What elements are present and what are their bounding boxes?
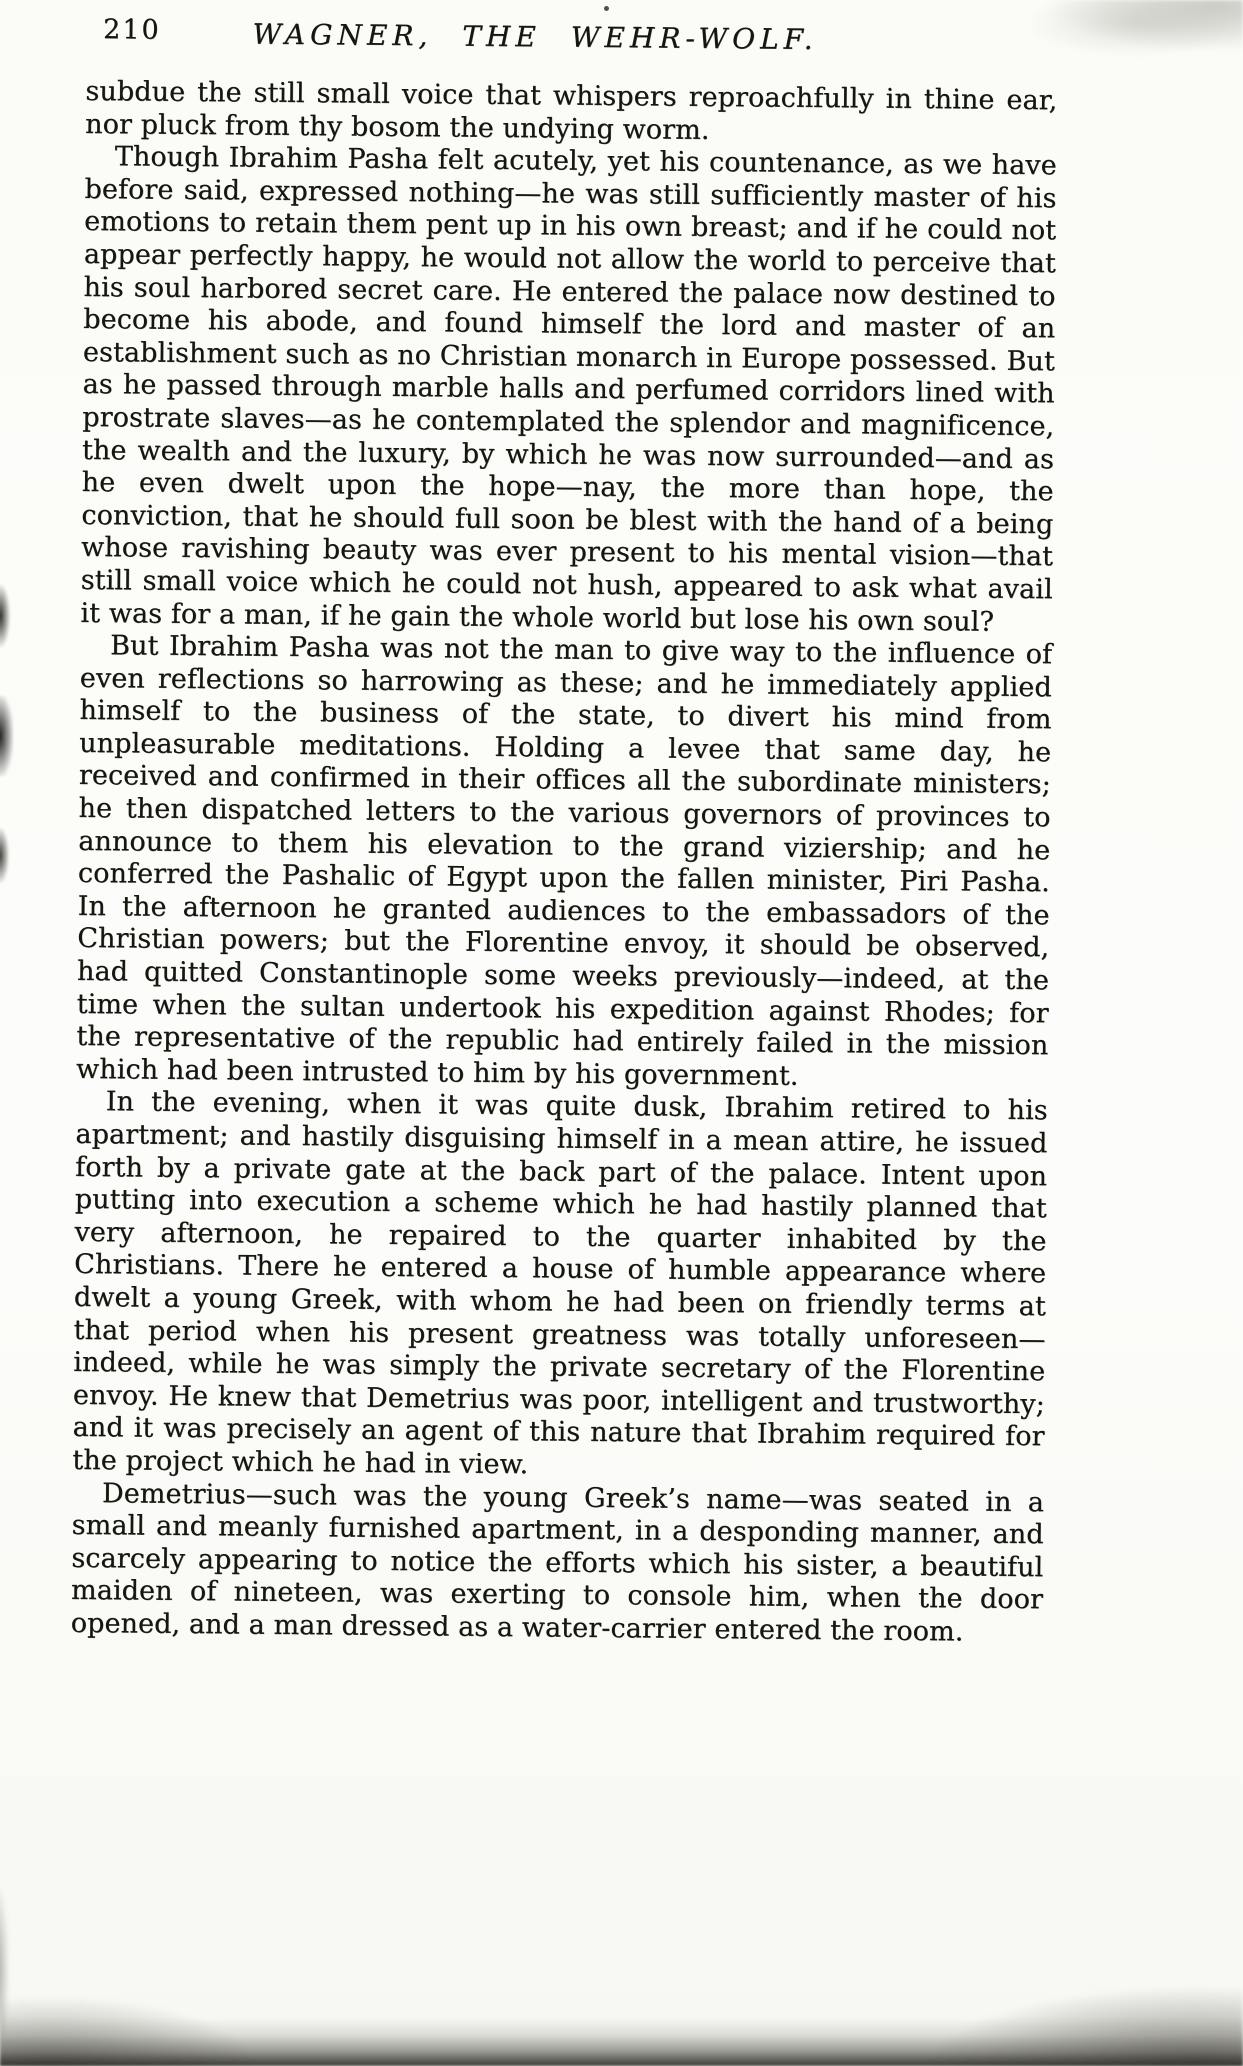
paragraph-demetrius: Demetrius—such was the young Greek’s name—was seated in a small and meanly furnished apartment, in a desponding manner, and scarcely appearing to notice the efforts which his sister, a beautiful maiden of nineteen, was exerting to console him, when the door opened, and a man dressed as a water-carrier entered the room. (70, 1477, 1045, 1648)
page-body (71, 76, 1058, 1650)
paragraph-ibrahim-countenance: Though Ibrahim Pasha felt acutely, yet his countenance, as we have before said, expressed nothing—he was still sufficiently master of his emotions to retain them pent up in his own breast; and if he could not appear perfectly happy, he would not allow the world to perceive that his soul harbored secret care. He entered the palace now destined to become his abode, and found himself the lord and master of an establishment such as no Christian monarch in Europe possessed. But as he passed through marble halls and perfumed corridors lined with prostrate slaves—as he contemplated the splendor and magnificence, the wealth and the luxury, by which he was now surrounded—and as he even dwelt upon the hope—nay, the more than hope, the conviction, that he should full soon be blest with the hand of a being whose ravishing beauty was ever present to his mental vision—that still small voice which he could not hush, appeared to ask what avail it was for a man, if he gain the whole world but lose his own soul? (80, 141, 1057, 638)
paragraph-evening-disguise: In the evening, when it was quite dusk, Ibrahim retired to his apartment; and hastily disguising himself in a mean attire, he issued forth by a private gate at the back part of the palace. Intent upon putting into execution a scheme which he had hastily planned that very afternoon, he repaired to the quarter inhabited by the Christians. There he entered a house of humble appearance where dwelt a young Greek, with whom he had been on friendly terms at that period when his present greatness was totally unforeseen—indeed, while he was simply the private secretary of the Florentine envoy. He knew that Demetrius was poor, intelligent and trustworthy; and it was precisely an agent of this nature that Ibrahim required for the project which he had in view. (72, 1086, 1048, 1481)
page-number: 210 (102, 14, 161, 46)
running-title: WAGNER, THE WEHR-WOLF. (252, 17, 818, 56)
paragraph-continuation: subdue the still small voice that whispers reproachfully in thine ear, nor pluck from thy bosom the undying worm. (85, 75, 1058, 146)
paragraph-business-of-state: But Ibrahim Pasha was not the man to give way to the influence of even reflections so harrowing as these; and he immediately applied himself to the business of the state, to divert his mind from unpleasurable meditations. Holding a levee that same day, he received and confirmed in their offices all the subordinate ministers; he then dispatched letters to the various governors of provinces to announce to them his elevation to the grand viziership; and he conferred the Pashalic of Egypt upon the fallen minister, Piri Pasha. In the afternoon he granted audiences to the embassadors of the Christian powers; but the Florentine envoy, it should be observed, had quitted Constantinople some weeks previously—indeed, at the time when the sultan undertook his expedition against Rhodes; for the representative of the republic had entirely failed in the mission which had been intrusted to him by his government. (75, 630, 1053, 1092)
